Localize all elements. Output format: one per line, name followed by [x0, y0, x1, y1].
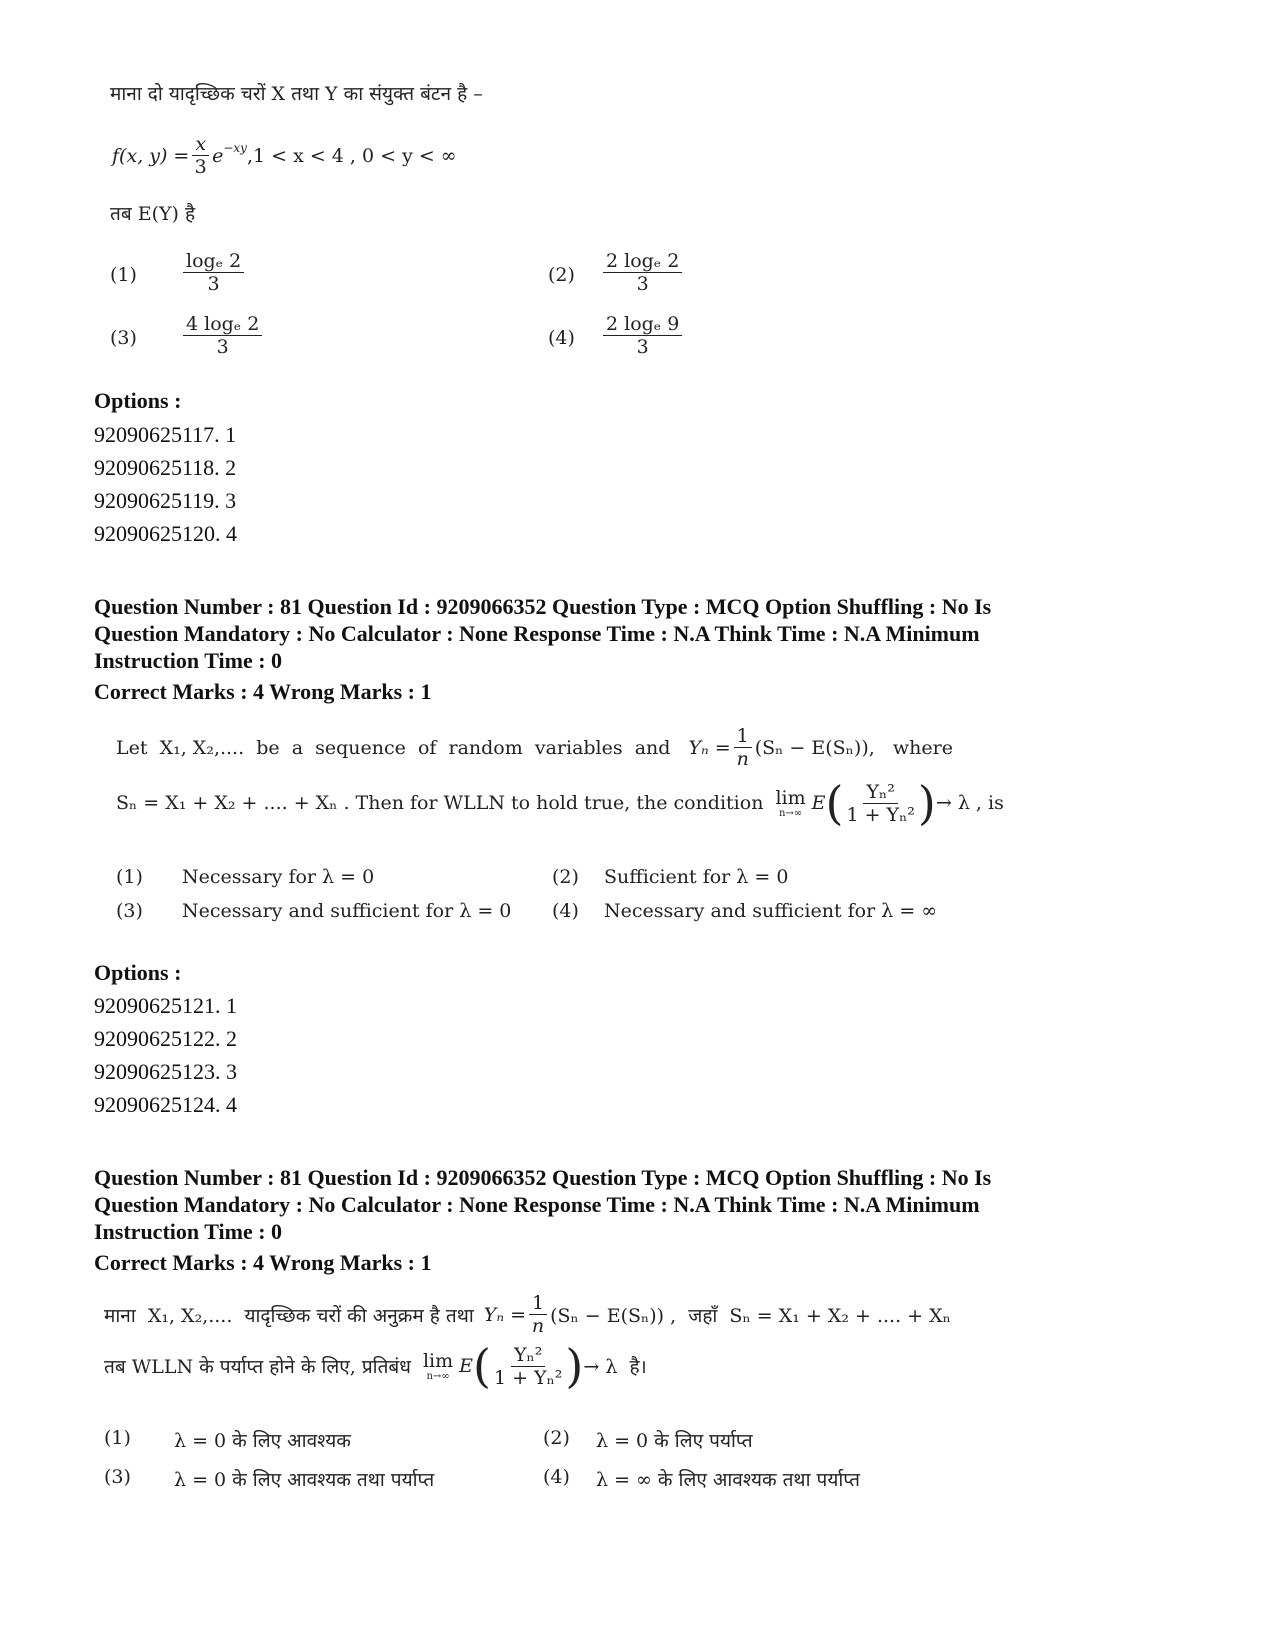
- q3-ratio: [494, 1344, 562, 1389]
- q3-choice-2-text: λ = 0 के लिए पर्याप्त: [596, 1430, 753, 1452]
- options-list-2: [94, 989, 237, 1121]
- q2-one-over-n: [734, 725, 752, 770]
- q3-line2-end: → λ है।: [583, 1356, 647, 1378]
- q3-line1-text: माना X₁, X₂,.... यादृच्छिक चरों की अनुक्रम है तथा: [104, 1304, 474, 1327]
- ratio-den: 1 + Yₙ²: [846, 803, 915, 826]
- paren-close: ): [917, 776, 936, 830]
- limit-sub: n→∞: [778, 808, 803, 819]
- q2-choice-4-text: Necessary and sufficient for λ = ∞: [604, 900, 938, 922]
- q1-choice-4-label: (4): [548, 327, 575, 349]
- q3-line2-text: तब WLLN के पर्याप्त होने के लिए, प्रतिबंध: [104, 1356, 411, 1378]
- q2-choice-2-text: Sufficient for λ = 0: [604, 866, 789, 888]
- fraction-num: 1: [734, 725, 752, 748]
- options-heading-1: Options :: [94, 388, 182, 413]
- q3-choice-1-label: (1): [104, 1427, 131, 1449]
- limit-text: lim: [422, 1350, 454, 1372]
- q2-choice-1-text: Necessary for λ = 0: [182, 866, 375, 888]
- option-item: 92090625122. 2: [94, 1026, 237, 1051]
- q1-choice-3-den: 3: [216, 336, 229, 358]
- q3-choice-1-text: λ = 0 के लिए आवश्यक: [174, 1430, 351, 1452]
- q3-choice-3-label: (3): [104, 1466, 131, 1488]
- q1-function-lhs: f(x, y) =: [112, 144, 190, 167]
- question-header-line: Instruction Time : 0: [94, 648, 283, 673]
- question-header-1: [94, 593, 1194, 674]
- q2-line2-end: → λ , is: [935, 792, 1004, 814]
- q1-function-exp: e: [212, 144, 224, 167]
- expectation-symbol: E: [459, 1355, 473, 1377]
- q3-choice-4-label: (4): [543, 1466, 570, 1488]
- question-header-line: Question Mandatory : No Calculator : None Response Time : N.A Think Time : N.A Minimum: [94, 1192, 980, 1217]
- q1-choice-4-den: 3: [636, 336, 649, 358]
- option-item: 92090625124. 4: [94, 1092, 237, 1117]
- q1-intro: माना दो यादृच्छिक चरों X तथा Y का संयुक्त बंटन है –: [110, 83, 483, 105]
- q3-limit: [423, 1350, 453, 1382]
- q1-choice-1-label: (1): [110, 264, 137, 286]
- q1-choice-4-num: 2 logₑ 9: [603, 313, 682, 336]
- paren-close: ): [565, 1339, 584, 1393]
- q1-choice-3: [180, 313, 265, 358]
- q3-yn: Yₙ =: [483, 1303, 526, 1326]
- q2-ratio: [846, 781, 914, 826]
- option-item: 92090625118. 2: [94, 455, 237, 480]
- question-header-line: Question Number : 81 Question Id : 9209066352 Question Type : MCQ Option Shuffling : No Is: [94, 594, 992, 619]
- paren-open: (: [825, 776, 844, 830]
- q1-choice-2-num: 2 logₑ 2: [603, 250, 682, 273]
- limit-text: lim: [775, 787, 806, 809]
- ratio-num: Yₙ²: [863, 781, 897, 804]
- q1-choice-1: [180, 250, 247, 295]
- q3-choice-4-text: λ = ∞ के लिए आवश्यक तथा पर्याप्त: [596, 1469, 860, 1491]
- ratio-den: 1 + Yₙ²: [493, 1366, 563, 1389]
- option-item: 92090625117. 1: [94, 422, 237, 447]
- options-heading-2: Options :: [94, 960, 182, 985]
- q3-line1-end: (Sₙ − E(Sₙ)) , जहाँ Sₙ = X₁ + X₂ + .... + Xₙ: [550, 1304, 951, 1327]
- q3-line2: [104, 1339, 647, 1393]
- q1-choice-2-label: (2): [548, 264, 575, 286]
- q2-line2-text: Sₙ = X₁ + X₂ + .... + Xₙ . Then for WLLN to hold true, the condition: [116, 792, 764, 814]
- q1-choice-3-label: (3): [110, 327, 137, 349]
- expectation-symbol: E: [811, 792, 826, 814]
- fraction-den: n: [531, 1315, 545, 1337]
- q1-function-domain: ,1 < x < 4 , 0 < y < ∞: [246, 144, 457, 167]
- option-item: 92090625120. 4: [94, 521, 237, 546]
- marks-line-1: Correct Marks : 4 Wrong Marks : 1: [94, 679, 432, 704]
- q2-choice-3-label: (3): [116, 900, 143, 922]
- options-list-1: [94, 418, 237, 550]
- ratio-num: Yₙ²: [511, 1344, 545, 1367]
- q2-choice-3-text: Necessary and sufficient for λ = 0: [182, 900, 512, 922]
- limit-sub: n→∞: [426, 1371, 450, 1382]
- q1-function-fraction: [192, 133, 209, 178]
- q1-function-den: 3: [194, 156, 207, 178]
- q1-choice-1-num: logₑ 2: [183, 250, 244, 273]
- q2-line1-end: (Sₙ − E(Sₙ)), where: [754, 736, 953, 759]
- option-item: 92090625121. 1: [94, 993, 237, 1018]
- fraction-num: 1: [529, 1292, 547, 1315]
- marks-line-2: Correct Marks : 4 Wrong Marks : 1: [94, 1250, 432, 1275]
- q3-one-over-n: [529, 1292, 547, 1337]
- q2-choice-4-label: (4): [552, 900, 579, 922]
- q2-limit: [775, 787, 805, 819]
- q2-line1: [116, 725, 953, 770]
- fraction-den: n: [736, 748, 749, 770]
- q1-ask: तब E(Y) है: [110, 203, 196, 225]
- question-header-line: Instruction Time : 0: [94, 1219, 283, 1244]
- q2-line1-text: Let X₁, X₂,.... be a sequence of random variables and: [116, 736, 671, 759]
- q3-choice-3-text: λ = 0 के लिए आवश्यक तथा पर्याप्त: [174, 1469, 435, 1491]
- q1-choice-1-den: 3: [207, 273, 220, 295]
- q2-choice-2-label: (2): [552, 866, 579, 888]
- q2-yn: Yₙ =: [688, 736, 731, 759]
- q1-choice-4: [600, 313, 685, 358]
- q3-choice-2-label: (2): [543, 1427, 570, 1449]
- q1-choice-2: [600, 250, 685, 295]
- q2-choice-1-label: (1): [116, 866, 143, 888]
- question-header-line: Question Mandatory : No Calculator : None Response Time : N.A Think Time : N.A Minimum: [94, 621, 980, 646]
- question-header-line: Question Number : 81 Question Id : 9209066352 Question Type : MCQ Option Shuffling : No Is: [94, 1165, 992, 1190]
- q3-line1: [104, 1292, 951, 1337]
- option-item: 92090625123. 3: [94, 1059, 237, 1084]
- q1-function-sup: −xy: [223, 140, 247, 155]
- q1-choice-2-den: 3: [636, 273, 649, 295]
- q1-choice-3-num: 4 logₑ 2: [183, 313, 262, 336]
- option-item: 92090625119. 3: [94, 488, 237, 513]
- q2-line2: [116, 776, 1004, 830]
- paren-open: (: [473, 1339, 491, 1393]
- question-header-2: [94, 1164, 1194, 1245]
- q1-function: [112, 133, 457, 178]
- q1-function-num: x: [192, 133, 209, 156]
